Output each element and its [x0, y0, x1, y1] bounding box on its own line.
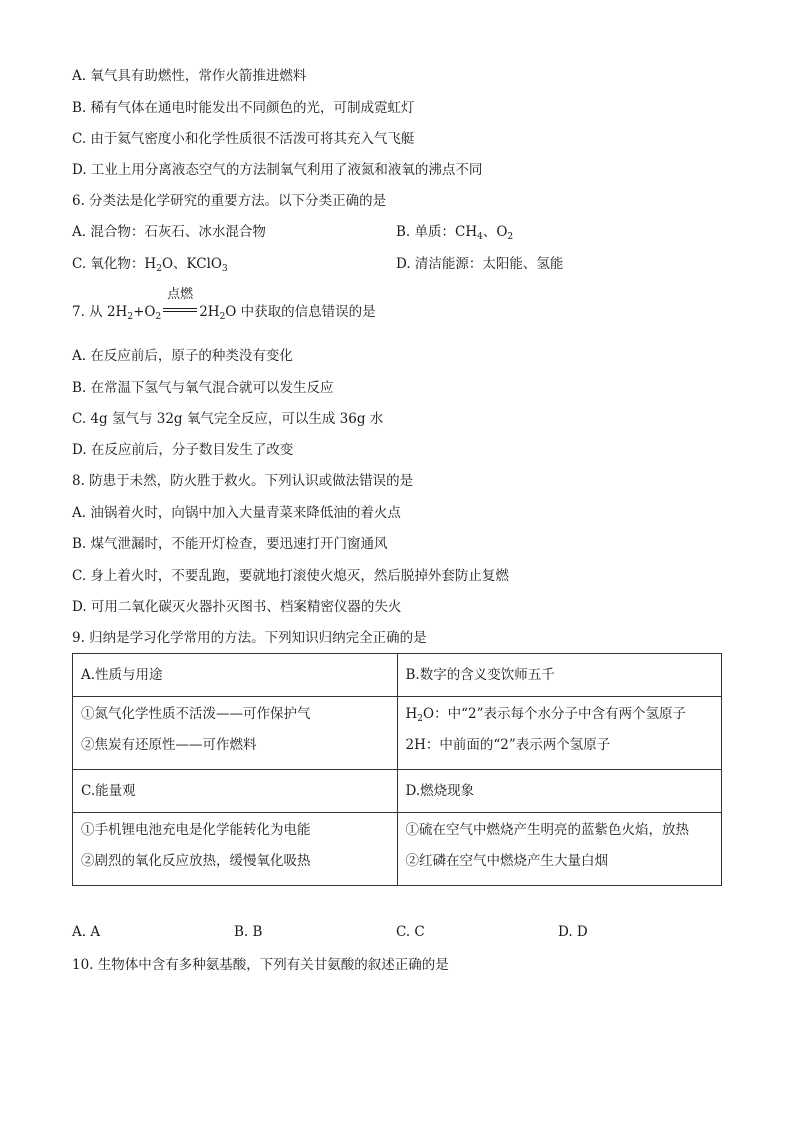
q8-option-c: C. 身上着火时，不要乱跑，要就地打滚使火熄灭，然后脱掉外套防止复燃	[72, 568, 509, 584]
table-cell-c-head: C.能量观	[73, 770, 398, 813]
table-text: ①氮气化学性质不活泼——可作保护气	[81, 706, 311, 722]
table-cell-d-body	[397, 813, 722, 886]
q5-option-d: D. 工业上用分离液态空气的方法制氧气利用了液氮和液氧的沸点不同	[72, 162, 483, 178]
q9-answer-b: B. B	[234, 924, 263, 940]
q6-option-c: C. 氧化物：$H_2O$、KClO$_3$	[72, 256, 228, 274]
table-cell-a-head: A.性质与用途	[73, 654, 398, 697]
table-cell-b-body	[397, 697, 722, 770]
q10-stem: 10. 生物体中含有多种氨基酸，下列有关甘氨酸的叙述正确的是	[72, 957, 449, 973]
table-cell-d-head: D.燃烧现象	[397, 770, 722, 813]
table-text: ①手机锂电池充电是化学能转化为电能	[81, 822, 311, 838]
q8-stem: 8. 防患于未然，防火胜于救火。下列认识或做法错误的是	[72, 473, 414, 489]
table-cell-b-head: B.数字的含义变饮师五千	[397, 654, 722, 697]
q7-option-d: D. 在反应前后，分子数目发生了改变	[72, 442, 294, 458]
q5-option-a: A. 氧气具有助燃性，常作火箭推进燃料	[72, 68, 307, 84]
q7-option-a: A. 在反应前后，原子的种类没有变化	[72, 348, 293, 364]
q6-option-d: D. 清洁能源：太阳能、氢能	[396, 256, 564, 272]
table-text: ②剧烈的氧化反应放热，缓慢氧化吸热	[81, 853, 311, 869]
q9-answer-a: A. A	[72, 924, 101, 940]
table-cell-c-body	[73, 813, 398, 886]
table-text: ②焦炭有还原性——可作燃料	[81, 737, 257, 753]
table-cell-a-body	[73, 697, 398, 770]
q8-option-a: A. 油锅着火时，向锅中加入大量青菜来降低油的着火点	[72, 505, 401, 521]
q5-option-c: C. 由于氦气密度小和化学性质很不活泼可将其充入气飞艇	[72, 131, 415, 147]
q7-option-c: C. 4g 氢气与 32g 氧气完全反应，可以生成 36g 水	[72, 411, 384, 427]
table-text: ②红磷在空气中燃烧产生大量白烟	[405, 853, 608, 869]
reaction-condition-arrow: 点燃	[163, 300, 197, 318]
q9-answer-d: D. D	[558, 924, 588, 940]
q8-option-b: B. 煤气泄漏时，不能开灯检查，要迅速打开门窗通风	[72, 536, 388, 552]
q9-answer-c: C. C	[396, 924, 425, 940]
q8-option-d: D. 可用二氧化碳灭火器扑灭图书、档案精密仪器的失火	[72, 599, 402, 615]
table-text: $H_2O$：中“2”表示每个水分子中含有两个氢原子	[405, 706, 686, 724]
q9-stem: 9. 归纳是学习化学常用的方法。下列知识归纳完全正确的是	[72, 630, 427, 646]
q6-stem: 6. 分类法是化学研究的重要方法。以下分类正确的是	[72, 193, 387, 209]
knowledge-table	[72, 653, 722, 886]
table-text: 2H：中前面的“2”表示两个氢原子	[405, 737, 611, 753]
q6-option-a: A. 混合物：石灰石、冰水混合物	[72, 224, 266, 240]
q7-option-b: B. 在常温下氢气与氧气混合就可以发生反应	[72, 380, 334, 396]
q5-option-b: B. 稀有气体在通电时能发出不同颜色的光，可制成霓虹灯	[72, 100, 415, 116]
q6-option-b: B. 单质：$CH_4$、$O_2$	[396, 224, 514, 242]
table-text: ①硫在空气中燃烧产生明亮的蓝紫色火焰，放热	[405, 822, 689, 838]
q7-stem: 7. 从 $2H_2+O_2$ 点燃 $2H_2O$ 中获取的信息错误的是	[72, 287, 376, 322]
